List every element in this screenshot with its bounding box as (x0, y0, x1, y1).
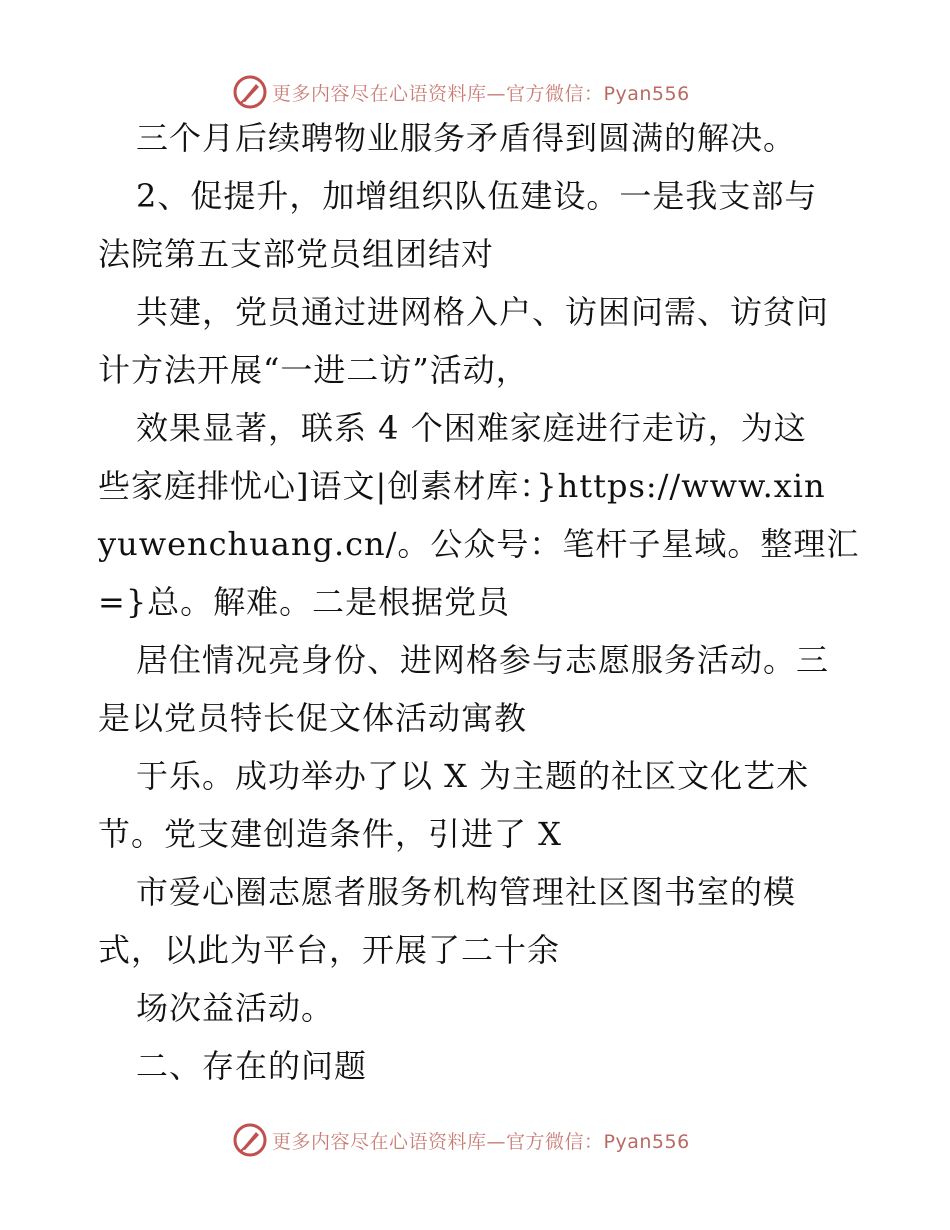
footer-banner (0, 1120, 950, 1160)
quill-pen-logo-icon (232, 74, 268, 110)
body-line: 计方法开展“一进二访”活动， (98, 351, 529, 389)
banner-text (272, 79, 690, 106)
quill-pen-logo-icon (232, 1122, 268, 1158)
banner-slogan: 更多内容尽在心语资料库—官方微信： (272, 82, 604, 105)
wechat-id: Pyan556 (603, 82, 690, 105)
wechat-id: Pyan556 (603, 1130, 690, 1153)
body-line: yuwenchuang.cn/。公众号：笔杆子星域。整理汇 (98, 525, 860, 563)
body-line: 三个月后续聘物业服务矛盾得到圆满的解决。 (136, 119, 797, 157)
body-line: 法院第五支部党员组团结对 (98, 235, 495, 273)
body-line: 些家庭排忧心]语文|创素材库：}https://www.xin (98, 467, 826, 505)
banner-text (272, 1127, 690, 1154)
banner-slogan: 更多内容尽在心语资料库—官方微信： (272, 1130, 604, 1153)
header-banner (0, 72, 950, 112)
body-line: 场次益活动。 (136, 989, 335, 1027)
body-line: 节。党支建创造条件，引进了 X (98, 815, 562, 853)
body-line: 共建，党员通过进网格入户、访困问需、访贫问 (136, 293, 830, 331)
body-line: 居住情况亮身份、进网格参与志愿服务活动。三 (136, 641, 830, 679)
body-line: 市爱心圈志愿者服务机构管理社区图书室的模 (136, 873, 797, 911)
body-line: 是以党员特长促文体活动寓教 (98, 699, 528, 737)
body-line: 式，以此为平台，开展了二十余 (98, 931, 561, 969)
body-line: 2、促提升，加增组织队伍建设。一是我支部与 (136, 177, 818, 215)
body-line: =}总。解难。二是根据党员 (98, 583, 511, 621)
body-line: 效果显著，联系 4 个困难家庭进行走访，为这 (136, 409, 807, 447)
body-line: 于乐。成功举办了以 X 为主题的社区文化艺术 (136, 757, 810, 795)
section-heading: 二、存在的问题 (136, 1047, 368, 1085)
